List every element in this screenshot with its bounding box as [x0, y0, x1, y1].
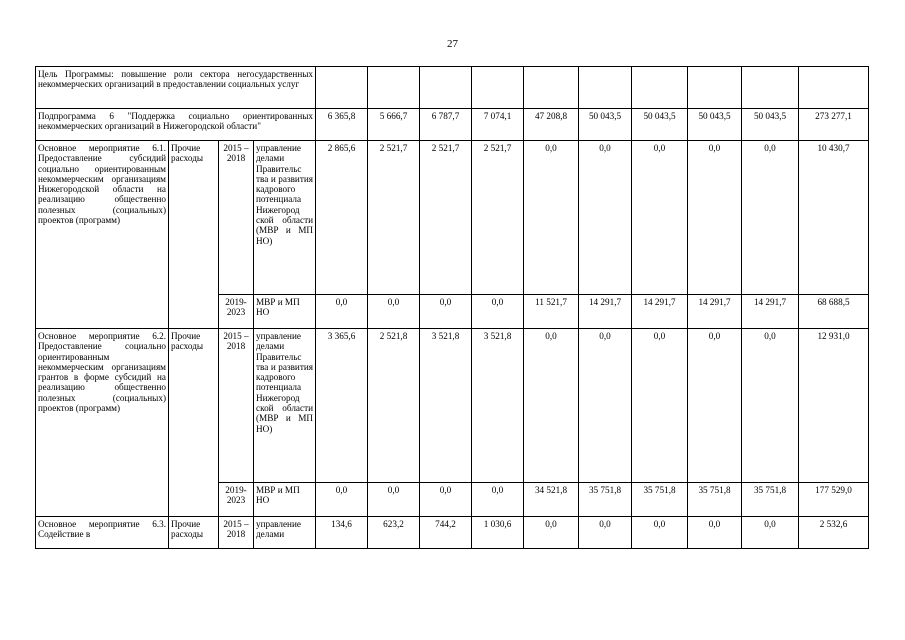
executor: МВР и МП НО [254, 483, 316, 517]
value-cell: 0,0 [688, 329, 742, 483]
value-cell: 14 291,7 [579, 295, 632, 329]
measure-name: Основное мероприятие 6.1. Предоставление субсидий социально ориентированным некоммерческим организациям Нижегородской области на реализацию общественно полезных (социальных) проектов (программ) [36, 141, 169, 329]
value-cell: 1 030,6 [472, 517, 524, 549]
value-cell: 0,0 [579, 517, 632, 549]
subprogram-title: Подпрограмма 6 "Поддержка социально ориентированных некоммерческих организаций в Нижегородской области" [36, 109, 316, 141]
value-cell: 6 787,7 [420, 109, 472, 141]
value-cell: 2 521,7 [472, 141, 524, 295]
goal-text: Цель Программы: повышение роли сектора негосударственных некоммерческих организаций в предоставлении социальных услуг [36, 67, 316, 109]
value-cell: 177 529,0 [799, 483, 869, 517]
value-cell: 0,0 [420, 483, 472, 517]
measure-name: Основное мероприятие 6.3. Содействие в [36, 517, 169, 549]
value-cell: 6 365,8 [316, 109, 368, 141]
value-cell: 2 521,8 [368, 329, 420, 483]
value-cell: 35 751,8 [742, 483, 799, 517]
measure-row [36, 329, 869, 483]
value-cell: 14 291,7 [688, 295, 742, 329]
value-cell: 50 043,5 [688, 109, 742, 141]
value-cell: 47 208,8 [524, 109, 579, 141]
value-cell: 14 291,7 [632, 295, 688, 329]
executor: управление делами Правительс тва и развития кадрового потенциала Нижегород ской области (МВР и МП НО) [254, 141, 316, 295]
value-cell: 0,0 [368, 295, 420, 329]
value-cell: 0,0 [632, 517, 688, 549]
value-cell: 10 430,7 [799, 141, 869, 295]
value-cell: 0,0 [742, 517, 799, 549]
value-cell: 68 688,5 [799, 295, 869, 329]
value-cell: 273 277,1 [799, 109, 869, 141]
period: 2019-2023 [219, 295, 254, 329]
value-cell: 0,0 [579, 329, 632, 483]
value-cell: 0,0 [632, 141, 688, 295]
period: 2015 – 2018 [219, 517, 254, 549]
value-cell: 0,0 [579, 141, 632, 295]
period: 2015 – 2018 [219, 141, 254, 295]
page-number: 27 [447, 38, 458, 50]
value-cell: 2 521,7 [368, 141, 420, 295]
funding-source: Прочие расходы [169, 329, 219, 517]
value-cell: 14 291,7 [742, 295, 799, 329]
executor: МВР и МП НО [254, 295, 316, 329]
value-cell: 0,0 [524, 141, 579, 295]
period: 2015 – 2018 [219, 329, 254, 483]
period: 2019-2023 [219, 483, 254, 517]
budget-table [35, 66, 869, 549]
value-cell: 3 365,6 [316, 329, 368, 483]
funding-source: Прочие расходы [169, 141, 219, 329]
value-cell: 2 532,6 [799, 517, 869, 549]
value-cell: 50 043,5 [579, 109, 632, 141]
value-cell: 7 074,1 [472, 109, 524, 141]
value-cell: 3 521,8 [420, 329, 472, 483]
value-cell: 11 521,7 [524, 295, 579, 329]
subprogram-row [36, 109, 869, 141]
value-cell: 35 751,8 [688, 483, 742, 517]
value-cell: 35 751,8 [632, 483, 688, 517]
value-cell: 0,0 [524, 517, 579, 549]
value-cell: 0,0 [472, 483, 524, 517]
measure-row [36, 141, 869, 295]
value-cell: 50 043,5 [632, 109, 688, 141]
value-cell: 0,0 [420, 295, 472, 329]
value-cell: 2 865,6 [316, 141, 368, 295]
value-cell: 744,2 [420, 517, 472, 549]
goal-row [36, 67, 869, 109]
value-cell: 0,0 [632, 329, 688, 483]
measure-name: Основное мероприятие 6.2. Предоставление социально ориентированным некоммерческим организациям грантов в форме субсидий на реализацию общественно полезных (социальных) проектов (программ) [36, 329, 169, 517]
value-cell: 12 931,0 [799, 329, 869, 483]
value-cell: 34 521,8 [524, 483, 579, 517]
value-cell: 0,0 [688, 141, 742, 295]
value-cell: 0,0 [368, 483, 420, 517]
executor: управление делами [254, 517, 316, 549]
value-cell: 50 043,5 [742, 109, 799, 141]
value-cell: 0,0 [742, 329, 799, 483]
value-cell: 35 751,8 [579, 483, 632, 517]
value-cell: 134,6 [316, 517, 368, 549]
value-cell: 623,2 [368, 517, 420, 549]
value-cell: 3 521,8 [472, 329, 524, 483]
funding-source: Прочие расходы [169, 517, 219, 549]
value-cell: 5 666,7 [368, 109, 420, 141]
value-cell: 0,0 [316, 483, 368, 517]
value-cell: 2 521,7 [420, 141, 472, 295]
value-cell: 0,0 [688, 517, 742, 549]
executor: управление делами Правительс тва и развития кадрового потенциала Нижегород ской области (МВР и МП НО) [254, 329, 316, 483]
value-cell: 0,0 [524, 329, 579, 483]
value-cell: 0,0 [316, 295, 368, 329]
value-cell: 0,0 [742, 141, 799, 295]
value-cell: 0,0 [472, 295, 524, 329]
measure-row [36, 517, 869, 549]
